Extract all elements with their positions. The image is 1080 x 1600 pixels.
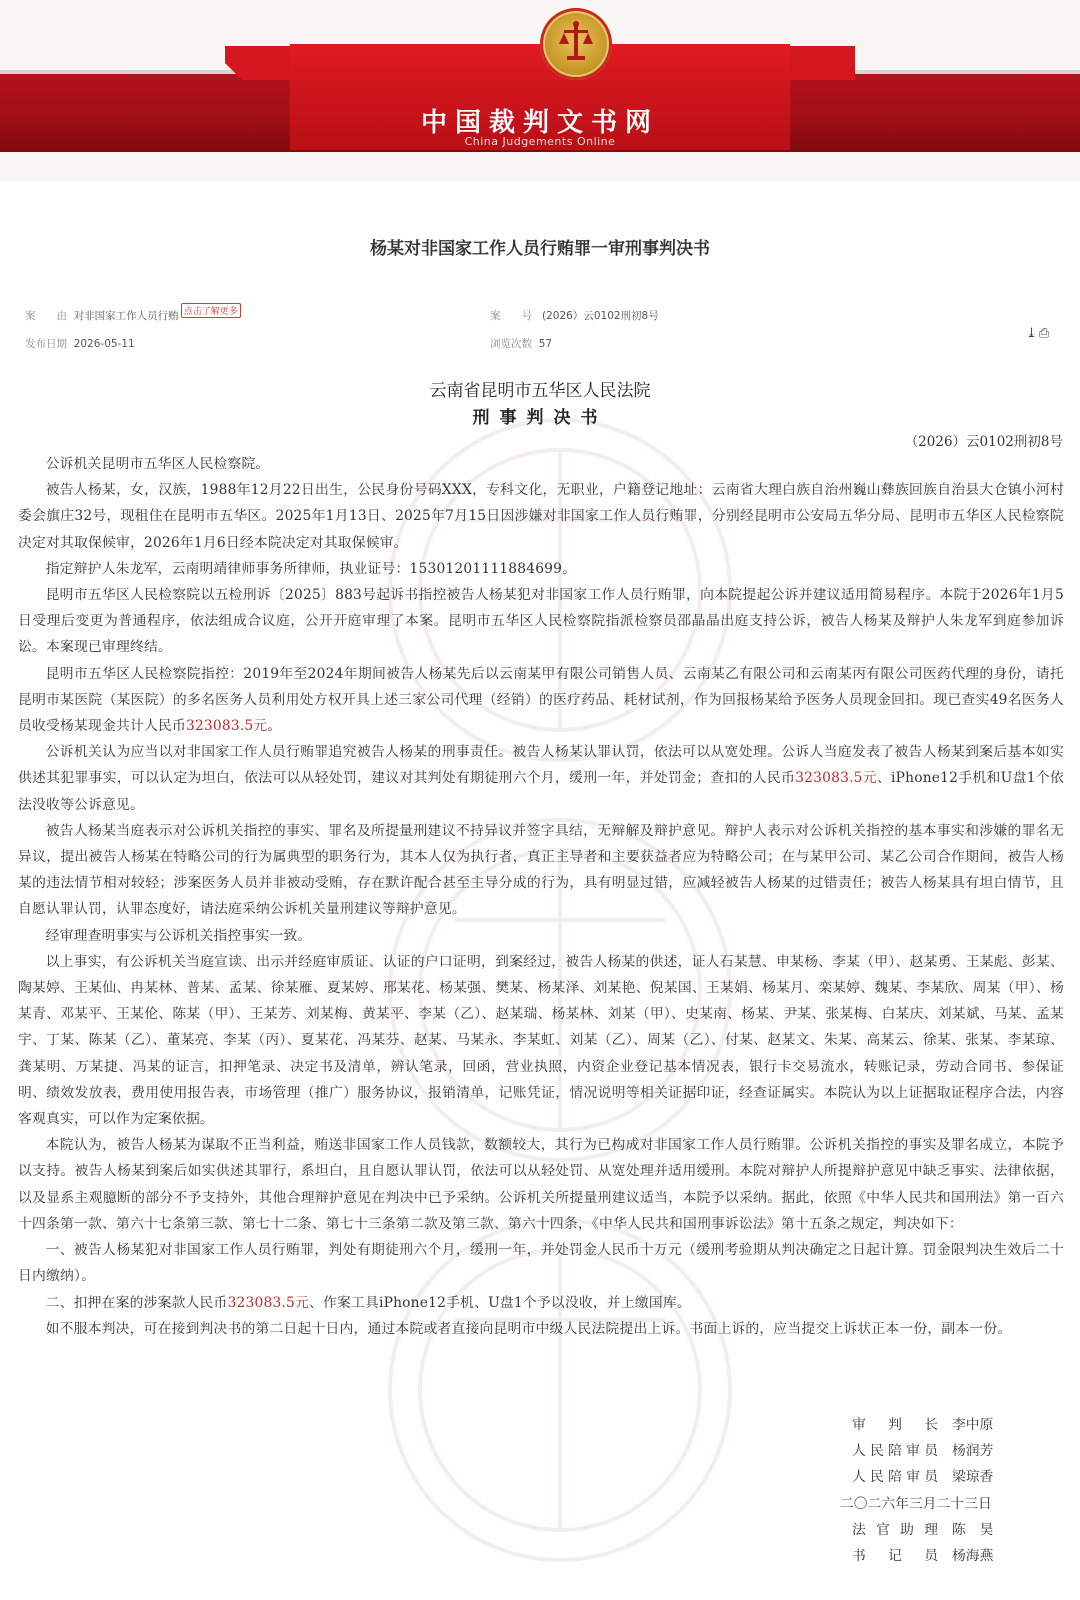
paragraph-text: 、iPhone12手机和U盘1个依法没收等公诉意见。 [18,770,1064,813]
document-type: 刑事判决书 [472,408,608,428]
judgment-paragraph [18,818,1064,923]
assistant-name: 陈 昊 [952,1521,994,1538]
judge-name: 李中原 [952,1417,994,1433]
learn-more-tag[interactable]: 点击了解更多 [181,303,241,318]
judgment-paragraph [18,739,1064,818]
juror2-label: 人民陪审员 [852,1469,938,1486]
case-number-value: (2026）云0102刑初8号 [542,310,659,322]
signature-block [840,1412,1040,1569]
print-icon[interactable]: ⎙ [1038,326,1052,341]
view-count [490,336,552,351]
paragraph-text: 一、被告人杨某犯对非国家工作人员行贿罪，判处有期徒刑六个月，缓刑一年，并处罚金人民币十万元（缓刑考验期从判决确定之日起计算。罚金限判决生效后二十日内缴纳）。 [18,1242,1064,1285]
site-title[interactable]: 中国裁判文书网 [420,108,659,138]
case-number-label: 案 号 [490,310,532,322]
site-header [0,0,1080,182]
juror1-label: 人民陪审员 [852,1443,938,1460]
judgment-paragraph [18,582,1064,661]
court-emblem-icon [540,8,612,80]
publish-date [25,336,135,351]
judgment-paragraph [18,923,1064,949]
court-name: 云南省昆明市五华区人民法院 [429,381,651,401]
clerk-label: 书记员 [852,1548,938,1565]
judgment-body [18,451,1064,1342]
judgment-paragraph [18,1237,1064,1289]
paragraph-text: 本院认为，被告人杨某为谋取不正当利益，贿送非国家工作人员钱款，数额较大，其行为已构成对非国家工作人员行贿罪。公诉机关指控的事实及罪名成立，本院予以支持。被告人杨某到案后如实供述其罪行，系坦白，且自愿认罪认罚，依法可以从轻处罚、从宽处理并适用缓刑。本院对辩护人所提辩护意见中缺乏事实、法律依据，以及显系主观臆断的部分不予支持外，其他合理辩护意见在判决中已予采纳。公诉机关所提量刑建议适当，本院予以采纳。据此，依照《中华人民共和国刑法》第一百六十四条第一款、第六十七条第三款、第七十二条、第七十三条第二款及第三款、第六十四条，《中华人民共和国刑事诉讼法》第十五条之规定，判决如下： [18,1137,1064,1232]
publish-date-value: 2026-05-11 [73,338,135,350]
judgment-paragraph [18,1290,1064,1316]
document-number: （2026）云0102刑初8号 [904,434,1063,450]
judgment-paragraph [18,661,1064,740]
highlighted-amount: 323083.5元 [227,1294,309,1311]
judge-label: 审判长 [852,1417,938,1433]
download-icon[interactable]: ⤓ [1026,326,1039,341]
document-title: 杨某对非国家工作人员行贿罪一审刑事判决书 [370,239,710,259]
paragraph-text: 经审理查明事实与公诉机关指控事实一致。 [45,927,312,944]
paragraph-text: 如不服本判决，可在接到判决书的第二日起十日内，通过本院或者直接向昆明市中级人民法院提出上诉。书面上诉的，应当提交上诉状正本一份，副本一份。 [45,1320,1012,1337]
case-cause [25,308,241,323]
judgment-paragraph [18,556,1064,582]
paragraph-text: 。 [267,718,282,735]
paragraph-text: 昆明市五华区人民检察院指控：2019年至2024年期间被告人杨某先后以云南某甲有限公司销售人员、云南某乙有限公司和云南某丙有限公司医药代理的身份，请托昆明市某医院（某医院）的多名医务人员利用处方权开具上述三家公司代理（经销）的医疗药品、耗材试剂，作为回报杨某给予医务人员现金回扣。现已查实49名医务人员收受杨某现金共计人民币 [18,665,1064,735]
site-subtitle: China Judgements Online [464,135,616,148]
case-cause-value: 对非国家工作人员行贿 [73,310,179,322]
highlighted-amount: 323083.5元 [185,718,268,735]
paragraph-text: 二、扣押在案的涉案款人民币 [45,1294,228,1311]
judgment-date: 二〇二六年三月二十三日 [840,1495,992,1512]
scales-icon [556,20,596,64]
judgment-paragraph [18,949,1064,1132]
judgment-paragraph [18,1316,1064,1342]
clerk-name: 杨海燕 [952,1548,994,1565]
highlighted-amount: 323083.5元 [795,770,877,787]
toolbar [1026,326,1051,341]
paragraph-text: 以上事实，有公诉机关当庭宣读、出示并经庭审质证、认证的户口证明，到案经过，被告人杨某的供述，证人石某慧、申某杨、李某（甲）、赵某勇、王某彪、彭某、陶某婷、王某仙、冉某林、普某、孟某、徐某雁、夏某婷、邢某花、杨某强、樊某、杨某泽、刘某艳、倪某国、王某娟、杨某月、栾某婷、魏某、李某欣、周某（甲）、杨某青、邓某平、王某伦、陈某（甲）、王某芳、刘某梅、黄某平、李某（乙）、赵某瑞、杨某林、刘某（甲）、史某南、杨某、尹某、张某梅、白某庆、刘某斌、马某、孟某宇、丁某、陈某（乙）、董某亮、李某（丙）、夏某花、冯某芬、赵某、马某永、李某虹、刘某（乙）、周某（乙）、付某、赵某文、朱某、高某云、徐某、张某、李某琼、龚某明、万某捷、冯某的证言，扣押笔录、决定书及清单，辨认笔录，回函，营业执照，内资企业登记基本情况表，银行卡交易流水，转账记录，劳动合同书、参保证明、绩效发放表，费用使用报告表，市场管理（推广）服务协议，报销清单，记账凭证，情况说明等相关证据印证，经查证属实。本院认为以上证据取证程序合法，内容客观真实，可以作为定案依据。 [18,953,1064,1128]
paragraph-text: 、作案工具iPhone12手机、U盘1个予以没收，并上缴国库。 [309,1294,691,1311]
view-count-label: 浏览次数 [490,338,532,350]
paragraph-text: 公诉机关昆明市五华区人民检察院。 [45,456,270,472]
publish-date-label: 发布日期 [25,338,67,350]
case-cause-label: 案 由 [25,310,67,322]
judgment-paragraph [18,1132,1064,1237]
paragraph-text: 昆明市五华区人民检察院以五检刑诉〔2025〕883号起诉书指控被告人杨某犯对非国家工作人员行贿罪，向本院提起公诉并建议适用简易程序。本院于2026年1月5日受理后变更为普通程序，依法组成合议庭，公开开庭审理了本案。昆明市五华区人民检察院指派检察员邵晶晶出庭支持公诉，被告人杨某及辩护人朱龙军到庭参加诉讼。本案现已审理终结。 [18,587,1064,656]
juror2-name: 梁琼香 [952,1469,994,1486]
paragraph-text: 指定辩护人朱龙军，云南明靖律师事务所律师，执业证号：15301201111884699。 [45,560,577,577]
paragraph-text: 公诉机关认为应当以对非国家工作人员行贿罪追究被告人杨某的刑事责任。被告人杨某认罪认罚，依法可以从宽处理。公诉人当庭发表了被告人杨某到案后基本如实供述其犯罪事实，可以认定为坦白，依法可以从轻处罚，建议对其判处有期徒刑六个月，缓刑一年，并处罚金；查扣的人民币 [18,744,1064,787]
judgment-paragraph [18,477,1064,556]
juror1-name: 杨润芳 [952,1443,994,1460]
case-number [490,308,659,323]
paragraph-text: 被告人杨某，女，汉族，1988年12月22日出生，公民身份号码XXX，专科文化，无职业，户籍登记地址：云南省大理白族自治州巍山彝族回族自治县大仓镇小河村委会旗庄32号，现租住在昆明市五华区。2025年1月13日、2025年7月15日因涉嫌对非国家工作人员行贿罪，分别经昆明市公安局五华分局、昆明市五华区人民检察院决定对其取保候审，2026年1月6日经本院决定对其取保候审。 [18,482,1064,551]
view-count-value: 57 [538,338,553,350]
assistant-label: 法官助理 [852,1521,938,1538]
paragraph-text: 被告人杨某当庭表示对公诉机关指控的事实、罪名及所提量刑建议不持异议并签字具结，无辩解及辩护意见。辩护人表示对公诉机关指控的基本事实和涉嫌的罪名无异议，提出被告人杨某在特略公司的行为属典型的职务行为，其本人仅为执行者，真正主导者和主要获益者应为特略公司；在与某甲公司、某乙公司合作期间，被告人杨某的违法情节相对较轻；涉案医务人员并非被动受贿，存在默许配合甚至主导分成的行为，具有明显过错，应减轻被告人杨某的过错责任；被告人杨某具有坦白情节，且自愿认罪认罚，认罪态度好，请法庭采纳公诉机关量刑建议等辩护意见。 [18,822,1064,918]
judgment-paragraph [18,451,1064,477]
